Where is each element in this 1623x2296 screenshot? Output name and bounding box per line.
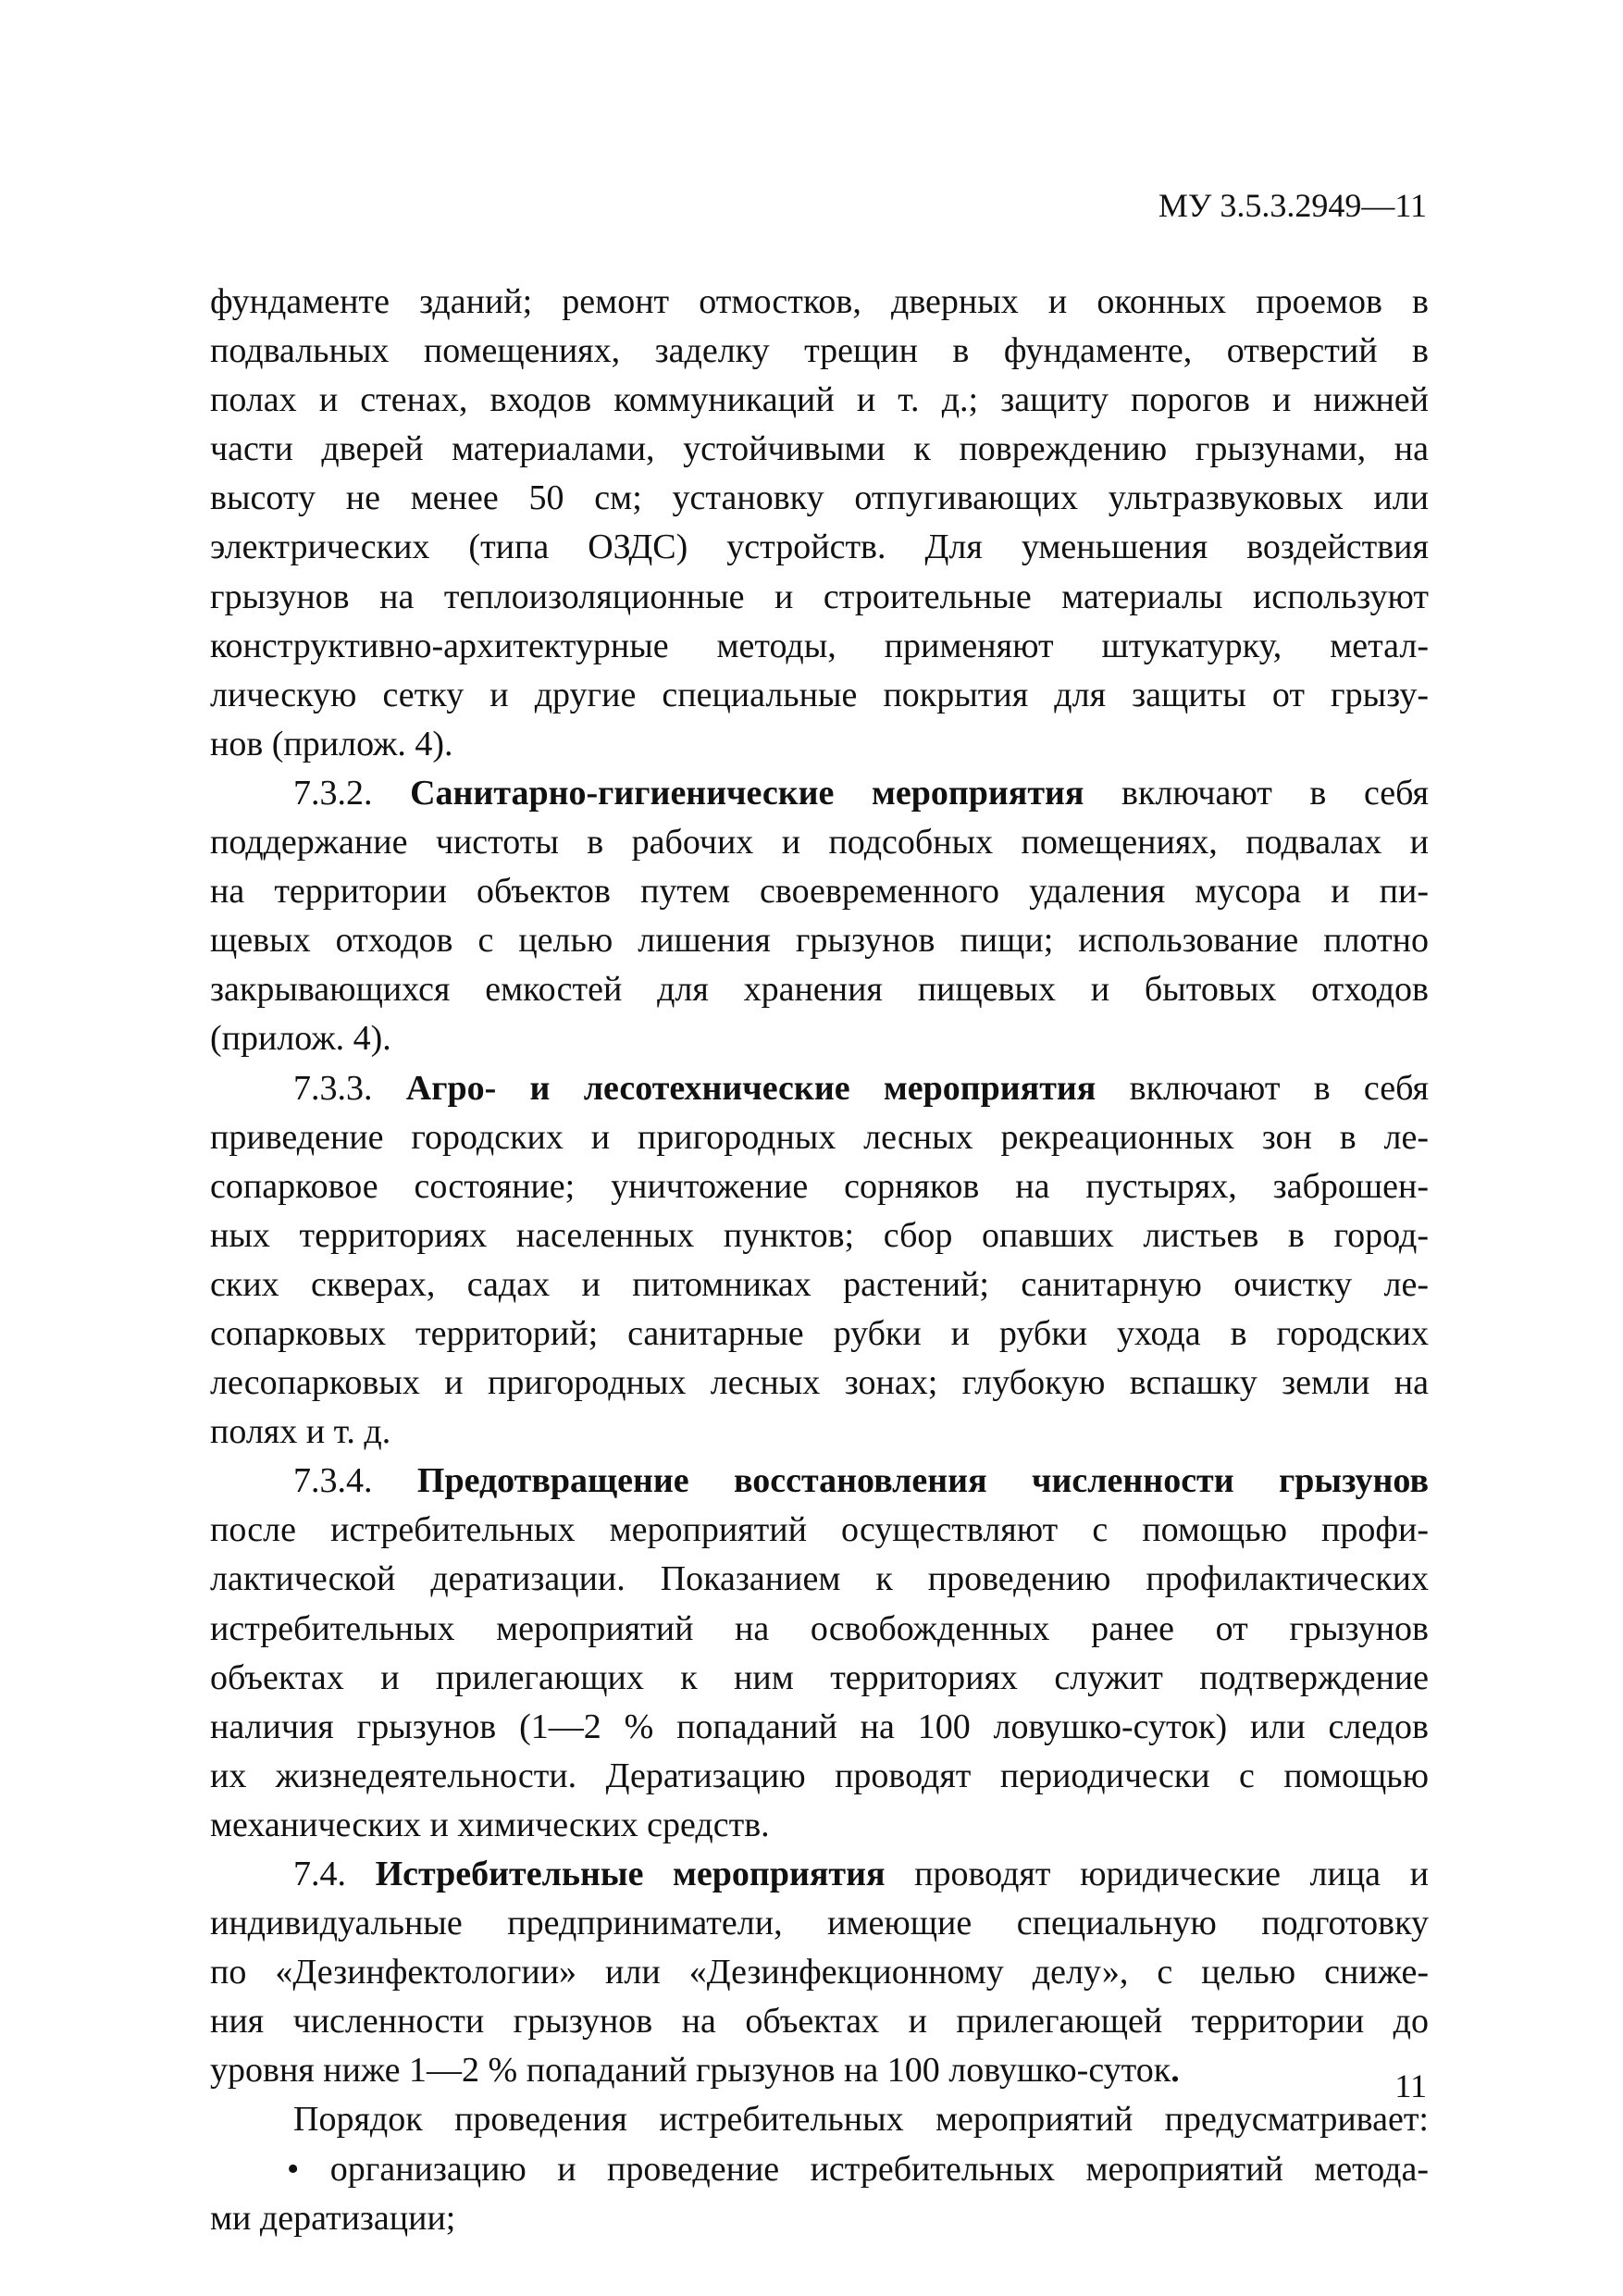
- text-line: сопарковых территорий; санитарные рубки и рубки ухода в городских: [210, 1313, 1429, 1353]
- text-line: по «Дезинфектологии» или «Дезинфекционному делу», с целью сниже-: [210, 1953, 1429, 1992]
- text-line: приведение городских и пригородных лесных рекреационных зон в ле-: [210, 1117, 1429, 1157]
- text-line: лесопарковых и пригородных лесных зонах; глубокую вспашку земли на: [210, 1363, 1429, 1403]
- paragraph-order: Порядок проведения истребительных мероприятий предусматривает:: [293, 2100, 1429, 2140]
- bold-period: .: [1171, 2051, 1180, 2091]
- text-line: грызунов на теплоизоляционные и строительные материалы используют: [210, 577, 1429, 616]
- bold-term: Санитарно-гигиенические мероприятия: [410, 773, 1084, 813]
- text-line: фундаменте зданий; ремонт отмостков, дверных и оконных проемов в: [210, 282, 1429, 321]
- text-line: высоту не менее 50 см; установку отпугивающих ультразвуковых или: [210, 478, 1429, 518]
- text-line: индивидуальные предприниматели, имеющие специальную подготовку: [210, 1904, 1429, 1943]
- text-line: [210, 2046, 1429, 2095]
- text-line: механических и химических средств.: [210, 1805, 770, 1844]
- text-line: части дверей материалами, устойчивыми к повреждению грызунами, на: [210, 429, 1429, 469]
- text-line: полях и т. д.: [210, 1412, 391, 1452]
- text-line: объектах и прилегающих к ним территориях служит подтверждение: [210, 1657, 1429, 1697]
- clause-number: 7.4.: [293, 1855, 346, 1893]
- text-line: ских скверах, садах и питомниках растений; санитарную очистку ле-: [210, 1264, 1429, 1304]
- page-body: [210, 278, 1429, 2243]
- document-code-header: МУ 3.5.3.2949—11: [1158, 187, 1427, 224]
- clause-number: 7.3.2.: [293, 773, 373, 813]
- text-run: проводят юридические лица и: [914, 1855, 1429, 1893]
- paragraph-7-4-first-line: [210, 1850, 1429, 1899]
- text-line: на территории объектов путем своевременного удаления мусора и пи-: [210, 872, 1429, 912]
- bullet-item-first-line: [210, 2145, 1429, 2194]
- text-line: подвальных помещениях, заделку трещин в фундаменте, отверстий в: [210, 331, 1429, 371]
- text-line: лактической дератизации. Показанием к проведению профилактических: [210, 1559, 1429, 1599]
- bold-term: Истребительные мероприятия: [375, 1855, 886, 1893]
- text-run: включают в себя: [1121, 773, 1430, 813]
- text-run: включают в себя: [1129, 1068, 1429, 1108]
- text-line: поддержание чистоты в рабочих и подсобных помещениях, подвалах и: [210, 823, 1429, 863]
- paragraph-7-3-2-first-line: [210, 769, 1429, 818]
- paragraph-7-3-4-first-line: [210, 1457, 1429, 1506]
- bold-term: Агро- и лесотехнические мероприятия: [405, 1068, 1096, 1108]
- text-line: ния численности грызунов на объектах и прилегающей территории до: [210, 2002, 1429, 2042]
- text-line: истребительных мероприятий на освобожденных ранее от грызунов: [210, 1608, 1429, 1648]
- text-line: полах и стенах, входов коммуникаций и т. д.; защиту порогов и нижней: [210, 380, 1429, 420]
- clause-number: 7.3.4.: [293, 1461, 373, 1501]
- text-line: ных территориях населенных пунктов; сбор опавших листьев в город-: [210, 1215, 1429, 1255]
- clause-number: 7.3.3.: [293, 1068, 373, 1108]
- page-number: 11: [1394, 2067, 1427, 2104]
- text-line: их жизнедеятельности. Дератизацию проводят периодически с помощью: [210, 1756, 1429, 1795]
- text-line: (прилож. 4).: [210, 1019, 391, 1059]
- bold-term: Предотвращение восстановления численности грызунов: [416, 1461, 1430, 1501]
- text-run: уровня ниже 1—2 % попаданий грызунов на 100 ловушко-суток: [210, 2051, 1171, 2091]
- text-line: закрывающихся емкостей для хранения пищевых и бытовых отходов: [210, 970, 1429, 1010]
- text-run: организацию и проведение истребительных мероприятий метода-: [329, 2149, 1430, 2189]
- text-line: сопарковое состояние; уничтожение сорняков на пустырях, заброшен-: [210, 1166, 1429, 1206]
- text-line: лическую сетку и другие специальные покрытия для защиты от грызу-: [210, 675, 1429, 714]
- text-line: ми дератизации;: [210, 2198, 456, 2238]
- bullet-icon: •: [287, 2149, 300, 2189]
- text-line: щевых отходов с целью лишения грызунов пищи; использование плотно: [210, 921, 1429, 961]
- text-line: наличия грызунов (1—2 % попаданий на 100 ловушко-суток) или следов: [210, 1706, 1429, 1746]
- text-line: после истребительных мероприятий осуществляют с помощью профи-: [210, 1510, 1429, 1550]
- text-line: нов (прилож. 4).: [210, 724, 453, 763]
- paragraph-7-3-3-first-line: [210, 1064, 1429, 1113]
- text-line: электрических (типа ОЗДС) устройств. Для уменьшения воздействия: [210, 527, 1429, 567]
- text-line: конструктивно-архитектурные методы, применяют штукатурку, метал-: [210, 626, 1429, 665]
